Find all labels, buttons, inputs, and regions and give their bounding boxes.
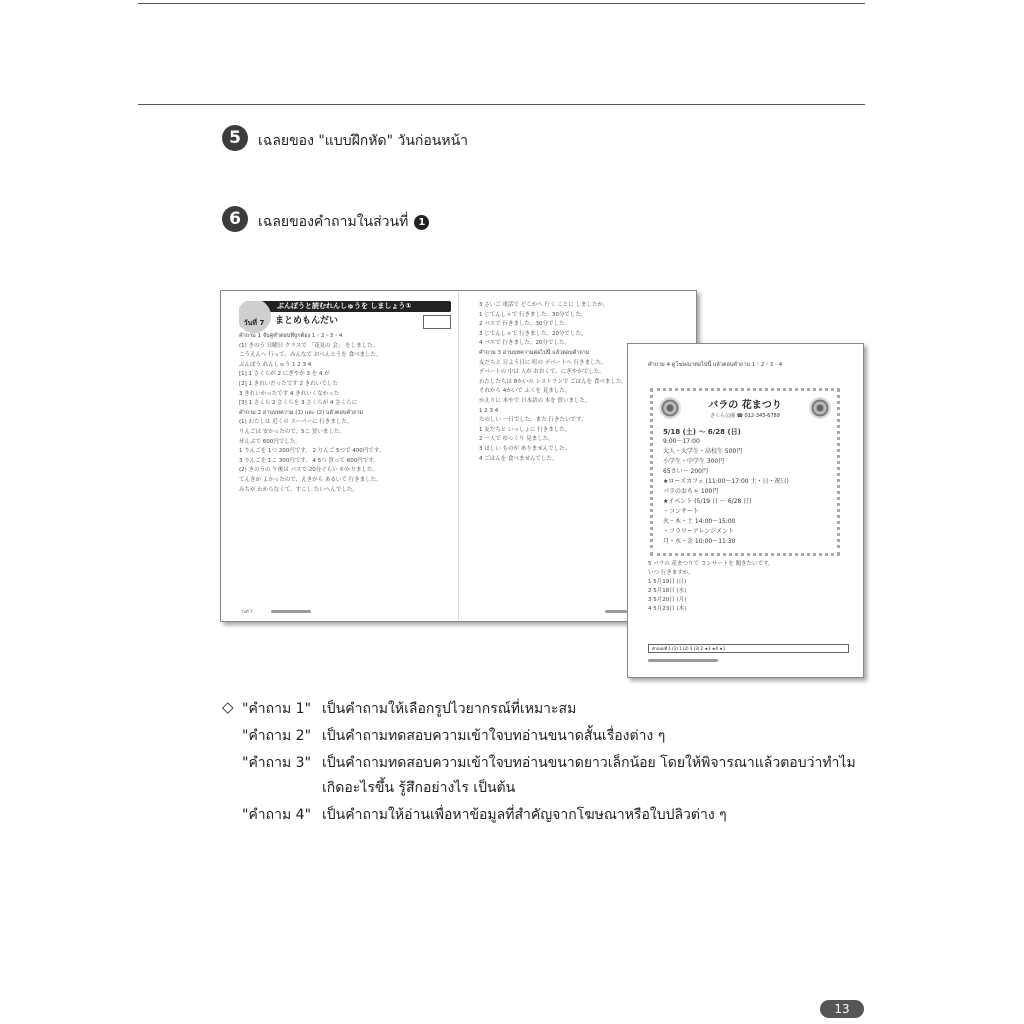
answer-key-bar: คำตอบที่ 1 (1) 1 (2) 3 (3) 2 ★3 ★4 ★1 <box>648 644 849 653</box>
text-line: คำถาม 3 อ่านบทความต่อไปนี้ แล้วตอบคำถาม <box>479 349 590 356</box>
text-line: (1) きのう 日曜日 クラスで 「花見の 会」 をしました。 <box>239 342 379 349</box>
lesson-header-text: ぶんぽうと読むれんしゅうを しましょう① <box>277 301 412 310</box>
text-line: 1 5月19日 (日) <box>648 579 687 585</box>
text-line: 3 りんごを 1こ 300円です。 4 5つ 買って 600円です。 <box>239 457 379 464</box>
text-line: かえりに 本やで 日本語の 本を 買いました。 <box>479 397 591 404</box>
flyer-question-text <box>648 560 849 614</box>
flyer-page-image <box>627 343 864 678</box>
text-line: 友だちと 日よう日に 町の デパートへ 行きました。 <box>479 359 607 366</box>
text-line: りんごは 安かったので、5こ 買いました。 <box>239 428 345 435</box>
note-item <box>242 698 311 720</box>
textbook-spread-image <box>220 290 697 622</box>
text-line: 大人・大学生・高校生 500円 <box>663 448 743 455</box>
text-line: 4 バスで 行きました。20分でした。 <box>479 340 570 347</box>
text-line: みちが わからなくて、すこし たいへんでした。 <box>239 486 358 493</box>
page-number: 13 <box>820 1000 864 1018</box>
note-label: "คำถาม 3" <box>242 755 312 771</box>
section-heading-text: เฉลยของคำถามในส่วนที่ <box>258 214 409 230</box>
flyer-details <box>663 437 827 547</box>
text-line: デパートの 中は 人が おおくて、にぎやかでした。 <box>479 369 605 376</box>
section-number-badge: 5 <box>222 125 248 151</box>
part-number-badge: 1 <box>414 215 429 230</box>
lesson-subtitle: まとめもんだい <box>275 316 339 326</box>
text-line: ・コンサート <box>663 508 700 515</box>
text-line: 1 友だちと いっしょに 行きました。 <box>479 426 571 433</box>
note-text: เป็นคำถามทดสอบความเข้าใจบทอ่านขนาดสั้นเรื่องต่าง ๆ <box>322 728 666 744</box>
text-line: 1 じてんしゃで 行きました。30分でした。 <box>479 311 587 318</box>
text-line: 3 ほしい ものが ありませんでした。 <box>479 445 571 452</box>
text-line: 4 ごはんを 食べませんでした。 <box>479 455 558 462</box>
diamond-bullet-icon: ◇ <box>222 698 234 716</box>
flyer-org: さくら公園 ☎ 012-345-6789 <box>710 413 780 419</box>
text-line: 3 5月20日 (月) <box>648 597 687 603</box>
text-line: (2) きのうの 午後は バスで 20分ぐらい かかりました。 <box>239 467 379 474</box>
spread-gutter <box>458 291 459 621</box>
note-item <box>242 804 311 826</box>
flyer-dates: 5/18 (土) ～ 6/28 (日) <box>663 428 741 436</box>
right-footer-bar <box>605 610 627 613</box>
note-label: "คำถาม 2" <box>242 728 312 744</box>
text-line: 月・水・金 10:00～11:30 <box>663 538 736 545</box>
flyer-title: バラの 花まつり <box>708 400 782 411</box>
text-line: ★イベント (5/19 日 ～ 6/28 日) <box>663 498 752 505</box>
text-line: [1] 1 さくらが 2 にぎやか 3 を 4 が <box>239 371 330 378</box>
text-line: 3 きれいかったです 4 きれいくなかった <box>239 390 340 397</box>
text-line: 65さい～ 200円 <box>663 468 708 475</box>
text-line: ★ローズカフェ (11:00～17:00 土・日・祝日) <box>663 478 789 485</box>
note-item <box>242 752 311 774</box>
left-page-text <box>239 332 451 495</box>
note-item <box>242 725 311 747</box>
text-line: [2] 1 きれいだったです 2 きれいでした <box>239 380 338 387</box>
rose-icon <box>809 397 831 419</box>
text-line: (1) わたしは 近くの スーパーに 行きました。 <box>239 419 353 426</box>
text-line: ・フラワーアレンジメント <box>663 528 734 535</box>
left-page <box>239 301 451 603</box>
score-box <box>423 315 451 329</box>
text-line: 火・木・土 14:00～15:00 <box>663 518 736 525</box>
top-rule <box>138 3 865 4</box>
text-line: 2 一人で ゆっくり 見ました。 <box>479 436 554 443</box>
text-line: てんきが よかったので、えきから あるいて 行きました。 <box>239 476 382 483</box>
text-line: こうえんへ 行って、みんなで おべんとうを 食べました。 <box>239 352 382 359</box>
note-text: เป็นคำถามให้เลือกรูปไวยากรณ์ที่เหมาะสม <box>322 701 577 717</box>
text-line: 3 じてんしゃで 行きました。20分でした。 <box>479 330 587 337</box>
note-text: เป็นคำถามทดสอบความเข้าใจบทอ่านขนาดยาวเล็กน้อย โดยให้พิจารณาแล้วตอบว่าทำไม <box>322 755 856 771</box>
text-line: バラのおちゃ 100円 <box>663 488 719 495</box>
note-text-continued: เกิดอะไรขึ้น รู้สึกอย่างไร เป็นต้น <box>322 780 516 796</box>
text-line: [3] 1 さくら 2 さくらを 3 さくらが 4 さくらに <box>239 400 358 407</box>
text-line: ぶんぽう れんしゅう 1 2 3 4 <box>239 361 312 368</box>
text-line: คำถาม 1 จับคู่คำตอบที่ถูกต้อง 1・2・3・4 <box>239 333 343 339</box>
text-line: 1 りんごを 1つ 200円です。 2 りんご 5つで 400円です。 <box>239 448 385 455</box>
text-line: 2 5月18日 (水) <box>648 588 687 594</box>
text-line: ぜんぶで 600円でした。 <box>239 438 301 445</box>
flyer-question: คำถาม 4 ดูโฆษณาต่อไปนี้ แล้วตอบคำถาม 1・2・3・4 <box>648 362 783 368</box>
text-line: 2 バスで 行きました。30分でした。 <box>479 321 570 328</box>
text-line: わたしたちは 8かいの レストランで ごはんを 食べました。 <box>479 378 627 385</box>
flyer-footer-bar <box>648 659 718 662</box>
note-text: เป็นคำถามให้อ่านเพื่อหาข้อมูลที่สำคัญจากโฆษณาหรือใบปลิวต่าง ๆ <box>322 807 727 823</box>
left-footer-bar <box>271 610 311 613</box>
note-label: "คำถาม 4" <box>242 807 312 823</box>
note-label: "คำถาม 1" <box>242 701 312 717</box>
text-line: それから 4かいで ふくを 見ました。 <box>479 388 571 395</box>
left-footer-label: วันที่ 7 <box>241 609 253 614</box>
text-line: いつ 行きますか。 <box>648 570 694 576</box>
text-line: たのしい 一日でした。また 行きたいです。 <box>479 417 587 424</box>
section-heading-text: เฉลยของ "แบบฝึกหัด" วันก่อนหน้า <box>258 133 469 149</box>
text-line: 3 さいご 電話で どこかへ 行く ことに しましたか。 <box>479 302 609 308</box>
lesson-header-bar <box>255 301 451 312</box>
text-line: คำถาม 2 อ่านบทความ (1) และ (2) แล้วตอบคำถาม <box>239 409 364 416</box>
section-heading <box>258 130 468 152</box>
rose-icon <box>659 397 681 419</box>
flyer-box <box>650 388 840 556</box>
text-line: 5 バラの 花まつりで コンサートを 聞きたいです。 <box>648 561 774 567</box>
section-rule <box>138 104 865 105</box>
text-line: 1 2 3 4 <box>479 407 499 414</box>
text-line: 4 5月23日 (木) <box>648 606 687 612</box>
section-number-badge: 6 <box>222 206 248 232</box>
text-line: 9:00～17:00 <box>663 438 700 445</box>
text-line: 小学生・中学生 300円 <box>663 458 725 465</box>
section-heading <box>258 211 429 233</box>
day-badge: วันที่ 7 <box>239 301 271 333</box>
